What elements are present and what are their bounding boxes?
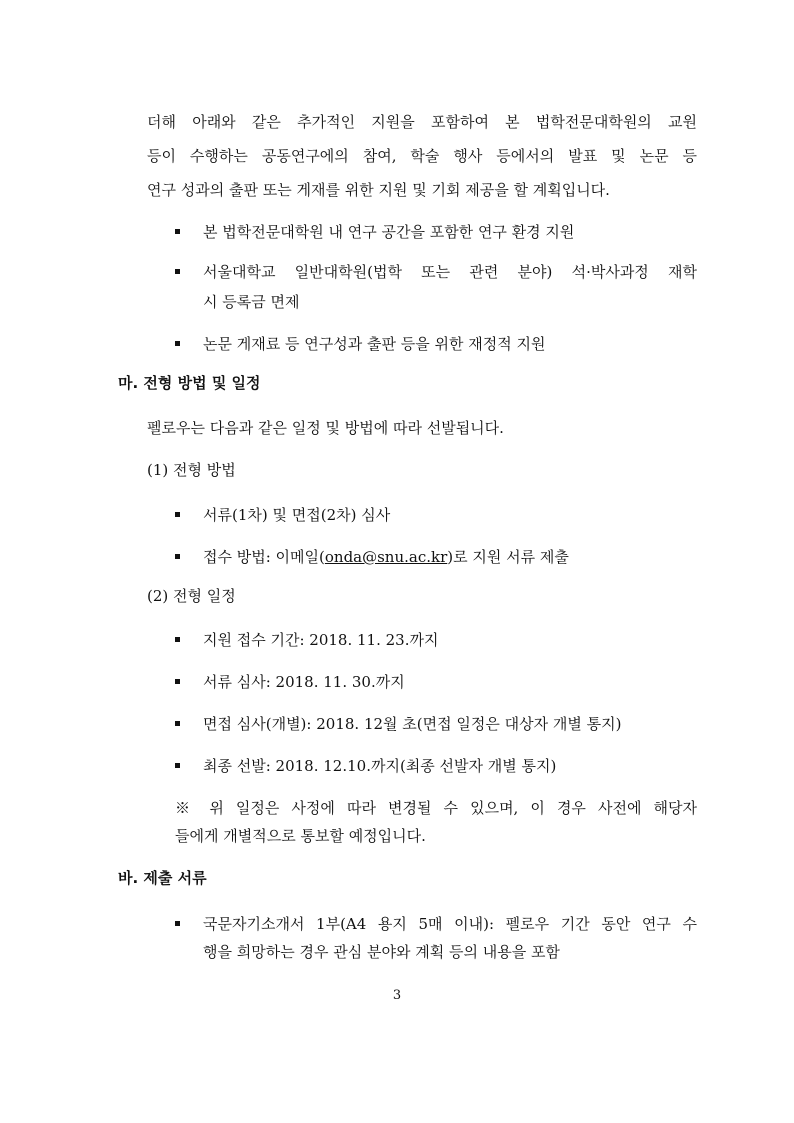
support-item-tuition-waiver-line-2: 시 등록금 면제 <box>203 293 300 311</box>
bullet-square-icon <box>175 721 180 726</box>
bullet-square-icon <box>175 763 180 768</box>
method-item-document-interview: 서류(1차) 및 면접(2차) 심사 <box>203 506 391 524</box>
bullet-square-icon <box>175 554 180 559</box>
selection-intro-text: 펠로우는 다음과 같은 일정 및 방법에 따라 선발됩니다. <box>147 419 504 437</box>
subheading-selection-schedule: (2) 전형 일정 <box>147 587 236 605</box>
section-heading-required-documents: 바. 제출 서류 <box>118 869 207 887</box>
bullet-square-icon <box>175 229 180 234</box>
schedule-item-final-selection: 최종 선발: 2018. 12.10.까지(최종 선발자 개별 통지) <box>203 757 557 775</box>
bullet-square-icon <box>175 679 180 684</box>
submission-email-link[interactable]: onda@snu.ac.kr <box>324 548 448 566</box>
bullet-square-icon <box>175 341 180 346</box>
submission-prefix: 접수 방법: 이메일( <box>203 548 325 566</box>
schedule-note-line-1: ※ 위 일정은 사정에 따라 변경될 수 있으며, 이 경우 사전에 해당자 <box>175 799 697 817</box>
support-item-research-environment: 본 법학전문대학원 내 연구 공간을 포함한 연구 환경 지원 <box>203 223 575 241</box>
bullet-square-icon <box>175 921 180 926</box>
schedule-item-document-review: 서류 심사: 2018. 11. 30.까지 <box>203 673 405 691</box>
submission-suffix: )로 지원 서류 제출 <box>447 548 569 566</box>
document-item-cover-letter-line-2: 행을 희망하는 경우 관심 분야와 계획 등의 내용을 포함 <box>203 943 560 961</box>
intro-paragraph-line-2: 등이 수행하는 공동연구에의 참여, 학술 행사 등에서의 발표 및 논문 등 <box>147 147 697 165</box>
support-item-tuition-waiver-line-1: 서울대학교 일반대학원(법학 또는 관련 분야) 석·박사과정 재학 <box>203 263 697 281</box>
section-heading-selection-method: 마. 전형 방법 및 일정 <box>118 374 261 392</box>
bullet-square-icon <box>175 637 180 642</box>
document-item-cover-letter-line-1: 국문자기소개서 1부(A4 용지 5매 이내): 펠로우 기간 동안 연구 수 <box>203 915 697 933</box>
support-item-financial-support: 논문 게재료 등 연구성과 출판 등을 위한 재정적 지원 <box>203 335 546 353</box>
bullet-square-icon <box>175 512 180 517</box>
schedule-item-application-period: 지원 접수 기간: 2018. 11. 23.까지 <box>203 631 439 649</box>
subheading-selection-method: (1) 전형 방법 <box>147 461 236 479</box>
bullet-square-icon <box>175 269 180 274</box>
schedule-note-line-2: 들에게 개별적으로 통보할 예정입니다. <box>175 827 426 845</box>
schedule-item-interview: 면접 심사(개별): 2018. 12월 초(면접 일정은 대상자 개별 통지) <box>203 715 622 733</box>
page-number: 3 <box>392 988 402 1003</box>
intro-paragraph-line-3: 연구 성과의 출판 또는 게재를 위한 지원 및 기회 제공을 할 계획입니다. <box>147 181 610 199</box>
intro-paragraph-line-1: 더해 아래와 같은 추가적인 지원을 포함하여 본 법학전문대학원의 교원 <box>147 113 697 131</box>
method-item-submission <box>203 547 569 567</box>
